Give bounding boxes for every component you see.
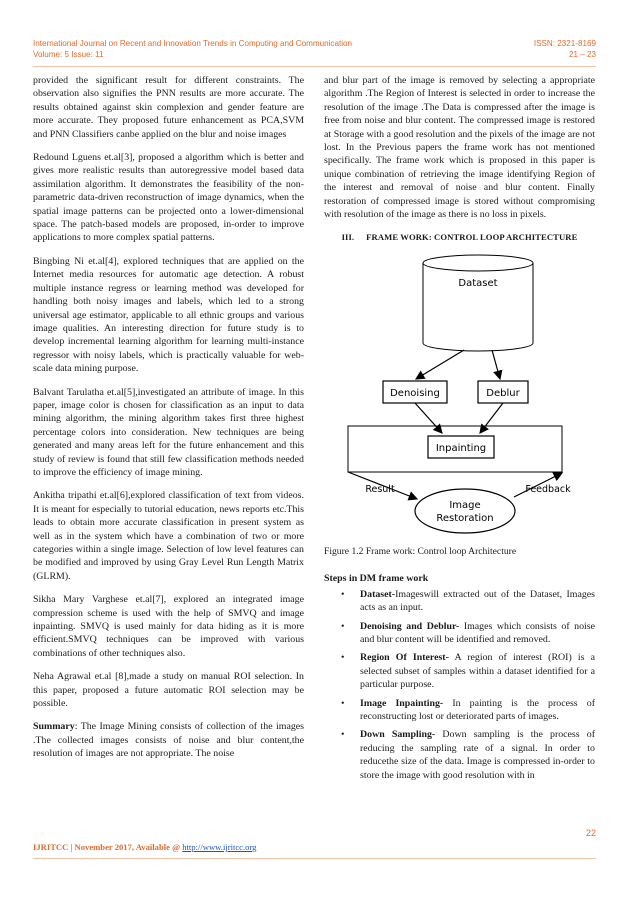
feedback-label: Feedback — [525, 483, 571, 495]
left-column — [33, 74, 304, 771]
arrow-deblur-inpainting — [480, 403, 503, 433]
volume-header — [33, 50, 596, 60]
restoration-label: Restoration — [436, 512, 494, 524]
footer-text: IJRITCC | November 2017, Available @ — [33, 842, 183, 852]
list-item: • Image Inpainting- In painting is the process of reconstructing lost or deteriorated parts of images. — [341, 697, 595, 722]
arrow-to-deblur — [492, 350, 500, 379]
paragraph: Ankitha tripathi et.al[6],explored classification of text from videos. It is meant for especially to tutorial education, news reports etc.This leads to obtain more accurate classification in present system as well as in the system which have a combination of two or more categories within a single image. Selection of low level features can be modified and improved by using Gray Level Run Length Matrix (GLRM). — [33, 490, 304, 582]
result-label: Result — [365, 483, 395, 495]
figure-control-loop — [324, 253, 595, 545]
journal-title: International Journal on Recent and Innovation Trends in Computing and Communication — [33, 39, 352, 48]
list-item: • Region Of Interest- A region of interest (ROI) is a selected subset of samples within a dataset identified for a particular purpose. — [341, 652, 595, 691]
architecture-diagram — [324, 253, 595, 545]
paragraph: Bingbing Ni et.al[4], explored techniques that are applied on the Internet media resources for automatic age detection. A robust multiple instance regress or learning method was developed for handling both noisy images and labels, which led to a strong universal age estimator, applicable to all ethnic groups and various image qualities. An interesting direction for future study is to develop incremental learning algorithm for learning multi-instance regressor with noisy labels, which is practically valuable for web-scale data mining purpose. — [33, 255, 304, 375]
footer — [33, 842, 256, 852]
summary-label: Summary — [33, 721, 75, 733]
arrow-to-denoising — [416, 350, 464, 379]
page-number: 22 — [585, 828, 596, 838]
list-item: • Denoising and Deblur- Images which consists of noise and blur content will be identified and removed. — [341, 620, 595, 645]
summary-paragraph — [33, 720, 304, 760]
section-number: III. — [341, 232, 355, 243]
paragraph: and blur part of the image is removed by selecting a appropriate algorithm .The Region of Interest is selected in order to increase the resolution of the image .The Data is compressed after the image is free from noise and blur content. The compressed image is restored at Storage with a good resolution and the pixels of the image are not lost. In the Previous papers the frame work has not mentioned specifically. The frame work which is proposed in this paper is unique combination of retrieving the image identifying Region of the interest and removal of noise and blur content. Finally restoration of compressed image is stored without compromising with resolution of the image as there is no loss in pixels. — [324, 75, 595, 221]
dataset-label: Dataset — [458, 277, 498, 289]
image-restoration-ellipse — [415, 489, 515, 533]
paragraph: Sikha Mary Varghese et.al[7], explored an integrated image compression scheme is used with the help of SMVQ and image inpainting. SMVQ is used mainly for data hiding as it is more efficient.SMVQ techniques can be improved with various combinations of other techniques also. — [33, 594, 304, 659]
issn: ISSN: 2321-8169 — [533, 39, 596, 48]
steps-heading: Steps in DM frame work — [324, 573, 429, 585]
section-title: FRAME WORK: CONTROL LOOP ARCHITECTURE — [366, 232, 578, 243]
right-column — [324, 74, 595, 787]
arrow-denoising-inpainting — [415, 403, 442, 433]
volume: Volume: 5 Issue: 11 — [33, 50, 104, 59]
inpainting-label: Inpainting — [435, 442, 487, 454]
denoising-label: Denoising — [390, 387, 440, 399]
list-item: • Down Sampling- Down sampling is the process of reducing the sampling rate of a signal. In order to reducethe size of the data. Image is compressed in-order to store the image with good resolution with in — [341, 729, 596, 781]
steps-list — [324, 588, 595, 782]
paragraph: Balvant Tarulatha et.al[5],investigated an attribute of image. In this paper, image color is chosen for classification as an input to data mining algorithm, the mining algorithm takes first three highest percentage colors into consideration. New techniques are being generated and many areas left for the future enhancement and this study of review is found that still few classification methods needed to improve the efficiency of image mining. — [33, 386, 304, 478]
header-divider — [33, 66, 596, 67]
summary-text: : The Image Mining consists of collection of the images .The collected images consists of noise and blur content,the resolution of images are not appropriate. The noise — [33, 721, 304, 760]
journal-header — [33, 39, 596, 49]
image-label: Image — [449, 499, 481, 511]
section-heading — [324, 231, 595, 244]
paragraph: Redound Lguens et.al[3], proposed a algorithm which is better and gives more realistic results than autoregressive model based data assimilation algorithm. It demonstrates the feasibility of the non-parametric data-driven reconstruction of image dynamics, when the spatial image patterns can be projected onto a lower-dimensional space. The patch-based models are proposed, in-order to improve applications to more complex spatial patterns. — [33, 152, 304, 244]
paragraph: Neha Agrawal et.al [8],made a study on manual ROI selection. In this paper, proposed a future automatic ROI selection may be possible. — [33, 671, 304, 710]
deblur-label: Deblur — [486, 387, 520, 399]
figure-caption: Figure 1.2 Frame work: Control loop Architecture — [324, 545, 517, 557]
list-item: • Dataset-Imageswill extracted out of the Dataset, Images acts as an input. — [341, 588, 595, 614]
dataset-cylinder — [423, 255, 533, 351]
page-range: 21 – 23 — [568, 50, 596, 59]
footer-divider — [33, 858, 596, 859]
footer-link[interactable]: http://www.ijritcc.org — [182, 842, 257, 852]
paragraph: provided the significant result for different constraints. The observation also signifies the PNN results are more accurate. The results obtained against skin complexion and gender feature are more accurate. They proposed future enhancement as PCA,SVM and PNN Classifiers canbe applied on the blur and noise images — [33, 75, 304, 140]
